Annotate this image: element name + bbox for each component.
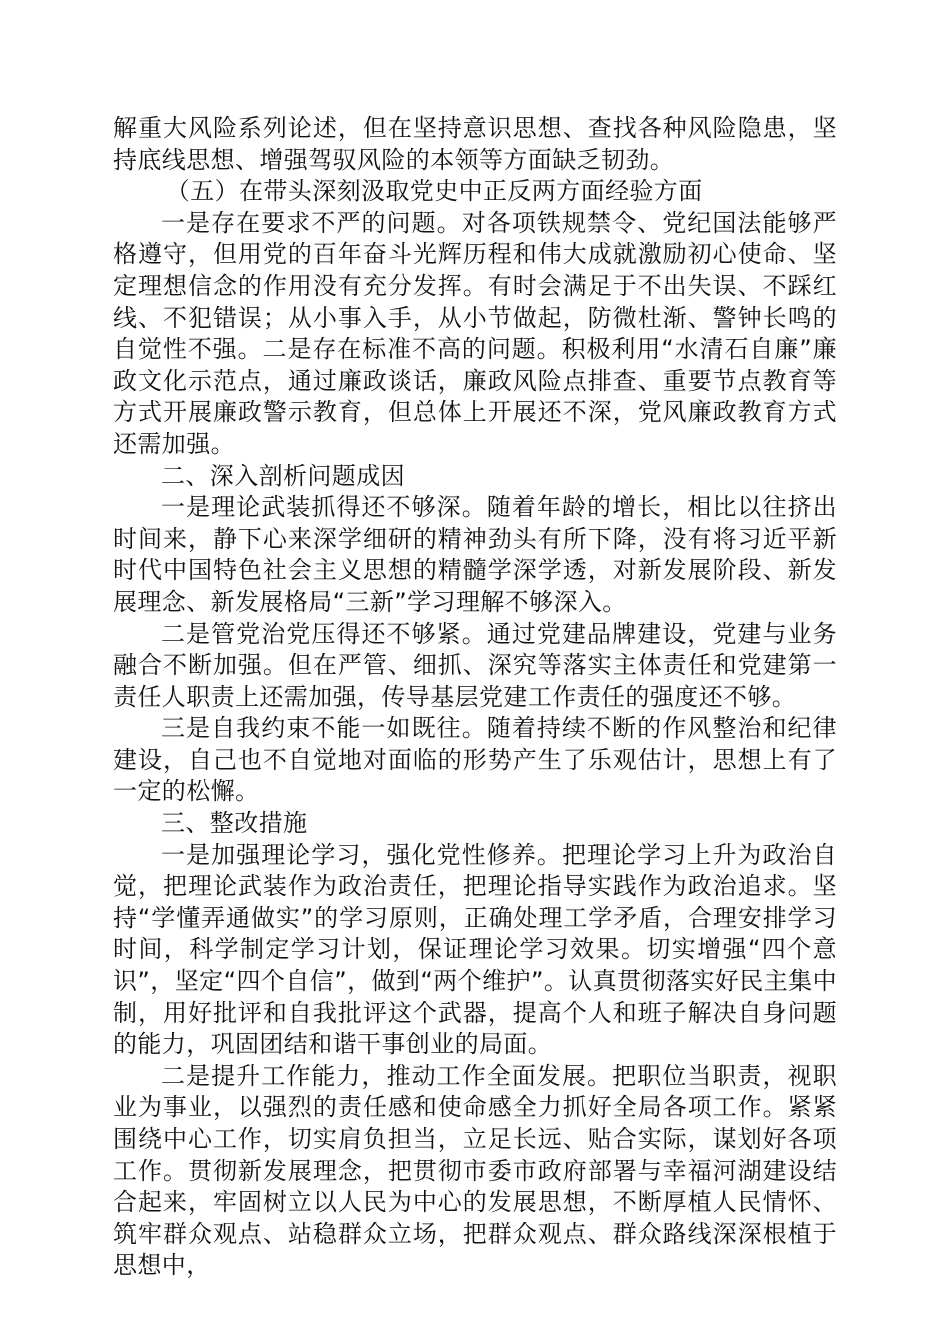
paragraph-body: 二是管党治党压得还不够紧。通过党建品牌建设，党建与业务融合不断加强。但在严管、细抓、深究等落实主体责任和党建第一责任人职责上还需加强，传导基层党建工作责任的强度还不够。 (113, 619, 837, 711)
paragraph-body: 一是存在要求不严的问题。对各项铁规禁令、党纪国法能够严格遵守，但用党的百年奋斗光辉历程和伟大成就激励初心使命、坚定理想信念的作用没有充分发挥。有时会满足于不出失误、不踩红线、不犯错误；从小事入手，从小节做起，防微杜渐、警钟长鸣的自觉性不强。二是存在标准不高的问题。积极利用“水清石自廉”廉政文化示范点，通过廉政谈话，廉政风险点排查、重要节点教育等方式开展廉政警示教育，但总体上开展还不深，党风廉政教育方式还需加强。 (113, 208, 837, 458)
paragraph-body: 一是理论武装抓得还不够深。随着年龄的增长，相比以往挤出时间来，静下心来深学细研的精神劲头有所下降，没有将习近平新时代中国特色社会主义思想的精髓学深学透，对新发展阶段、新发展理念、新发展格局“三新”学习理解不够深入。 (113, 493, 837, 616)
paragraph-body: 一是加强理论学习，强化党性修养。把理论学习上升为政治自觉，把理论武装作为政治责任，把理论指导实践作为政治追求。坚持“学懂弄通做实”的学习原则，正确处理工学矛盾，合理安排学习时间，科学制定学习计划，保证理论学习效果。切实增强“四个意识”，坚定“四个自信”，做到“两个维护”。认真贯彻落实好民主集中制，用好批评和自我批评这个武器，提高个人和班子解决自身问题的能力，巩固团结和谐干事创业的局面。 (113, 840, 837, 1059)
section-subheading-5: （五）在带头深刻汲取党史中正反两方面经验方面 (165, 177, 703, 206)
section-heading-3: 三、整改措施 (161, 809, 308, 838)
document-page (113, 113, 837, 1282)
paragraph-body: 二是提升工作能力，推动工作全面发展。把职位当职责，视职业为事业，以强烈的责任感和使命感全力抓好全局各项工作。紧紧围绕中心工作，切实肩负担当，立足长远、贴合实际，谋划好各项工作。贯彻新发展理念，把贯彻市委市政府部署与幸福河湖建设结合起来，牢固树立以人民为中心的发展思想，不断厚植人民情怀、筑牢群众观点、站稳群众立场，把群众观点、群众路线深深根植于思想中， (113, 1061, 837, 1280)
paragraph-continuation: 解重大风险系列论述，但在坚持意识思想、查找各种风险隐患，坚持底线思想、增强驾驭风险的本领等方面缺乏韧劲。 (113, 114, 837, 174)
section-heading-2: 二、深入剖析问题成因 (161, 461, 405, 490)
paragraph-body: 三是自我约束不能一如既往。随着持续不断的作风整治和纪律建设，自己也不自觉地对面临的形势产生了乐观估计，思想上有了一定的松懈。 (113, 714, 837, 806)
